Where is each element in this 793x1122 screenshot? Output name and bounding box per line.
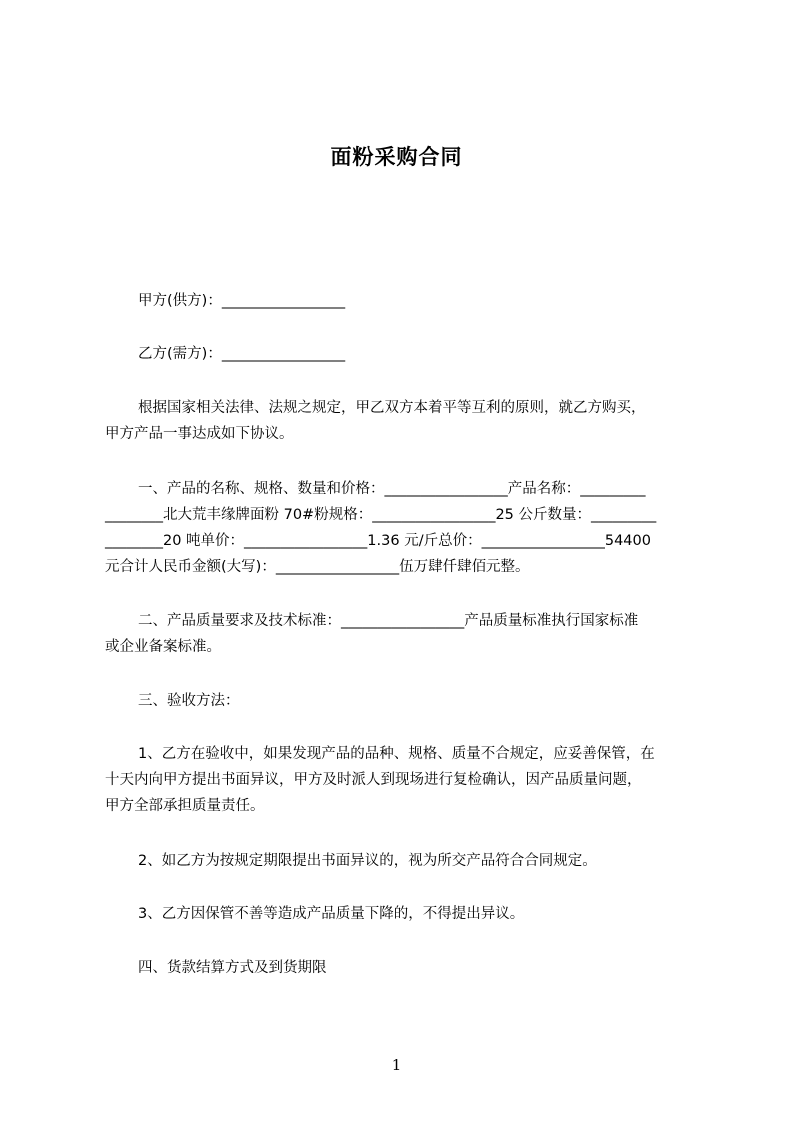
clause-2-paragraph <box>105 848 705 874</box>
section-2-paragraph <box>105 608 705 660</box>
clause-3-paragraph <box>105 901 705 927</box>
party-b-text: 乙方(需方)：_________________ <box>138 346 346 362</box>
section-4-heading-text: 四、货款结算方式及到货期限 <box>138 960 327 976</box>
document-title: 面粉采购合同 <box>330 145 463 169</box>
clause-3-text: 3、乙方因保管不善等造成产品质量下降的，不得提出异议。 <box>138 906 525 922</box>
section-2-line-1: 二、产品质量要求及技术标准：_________________产品质量标准执行国家标准 <box>138 613 639 629</box>
party-a-line <box>105 288 705 314</box>
clause-1-line-3: 甲方全部承担质量责任。 <box>105 798 265 814</box>
section-3-heading-text: 三、验收方法： <box>138 693 240 709</box>
section-2-line-2: 或企业备案标准。 <box>105 639 221 655</box>
intro-line-2: 甲方产品一事达成如下协议。 <box>105 426 294 442</box>
clause-1-line-2: 十天内向甲方提出书面异议，甲方及时派人到现场进行复检确认，因产品质量问题， <box>105 772 642 788</box>
section-1-line-1: 一、产品的名称、规格、数量和价格：_________________产品名称：_________ <box>138 481 646 497</box>
section-4-heading <box>105 955 705 981</box>
section-1-line-4: 元合计人民币金额(大写)：_________________伍万肆仟肆佰元整。 <box>105 559 530 575</box>
section-1-paragraph <box>105 476 705 580</box>
clause-1-paragraph <box>105 741 705 819</box>
intro-line-1: 根据国家相关法律、法规之规定，甲乙双方本着平等互利的原则，就乙方购买， <box>138 400 646 416</box>
party-b-line <box>105 341 705 367</box>
section-3-heading <box>105 688 705 714</box>
page-number: 1 <box>391 1056 402 1074</box>
party-a-text: 甲方(供方)：_________________ <box>138 293 346 309</box>
section-1-line-2: ________北大荒丰缘牌面粉 70#粉规格：_________________25 公斤数量：_________ <box>105 507 657 523</box>
section-1-line-3: ________20 吨单价：_________________1.36 元/斤总价：_________________54400 <box>105 533 651 549</box>
intro-paragraph <box>105 395 705 447</box>
clause-1-line-1: 1、乙方在验收中，如果发现产品的品种、规格、质量不合规定，应妥善保管，在 <box>138 746 655 762</box>
clause-2-text: 2、如乙方为按规定期限提出书面异议的，视为所交产品符合合同规定。 <box>138 853 597 869</box>
